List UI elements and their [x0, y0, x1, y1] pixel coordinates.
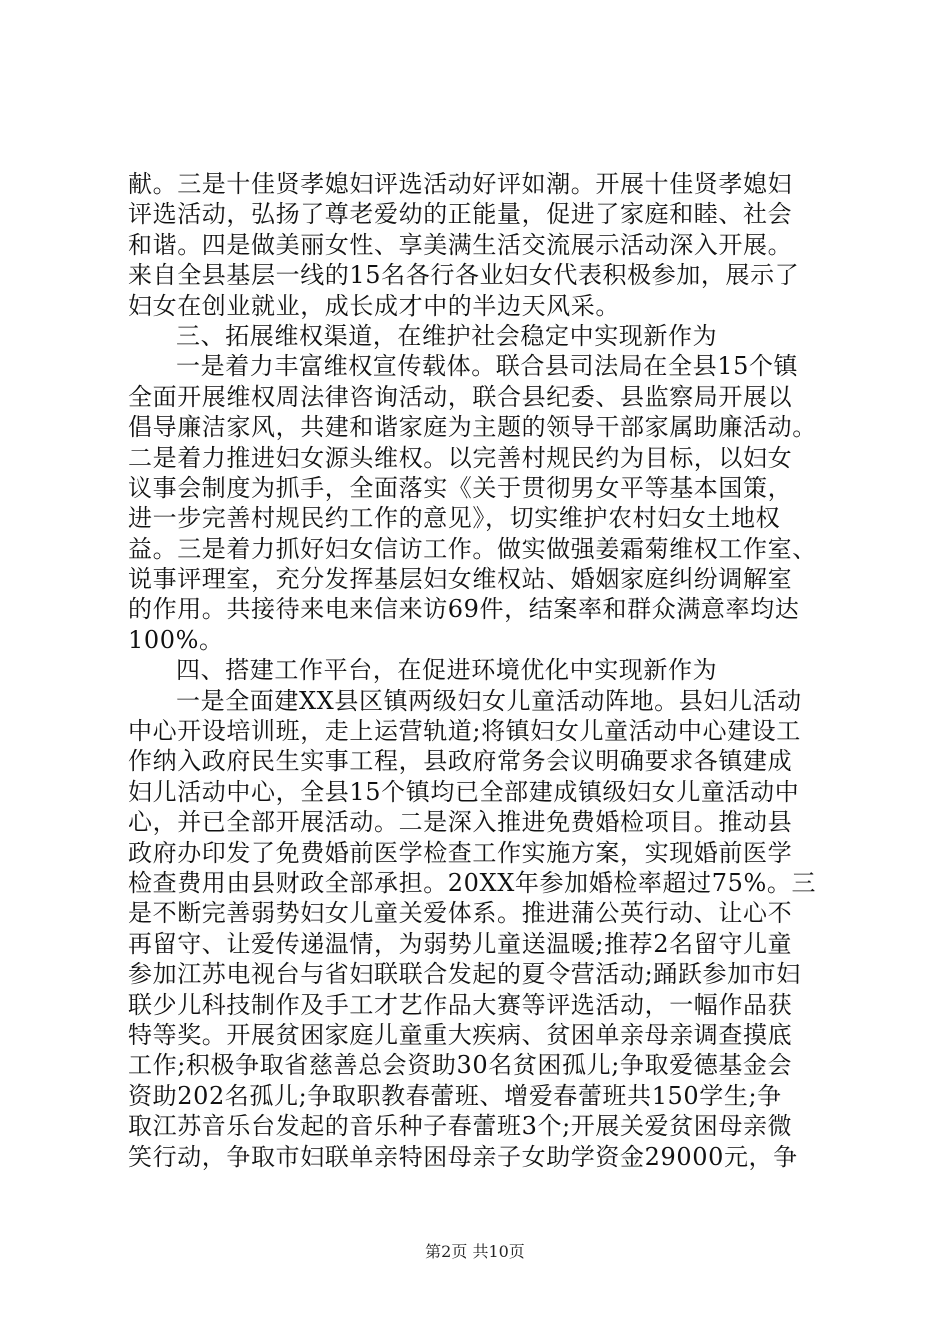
body-line: 工作;积极争取省慈善总会资助30名贫困孤儿;争取爱德基金会: [128, 1051, 793, 1080]
body-line: 是不断完善弱势妇女儿童关爱体系。推进蒲公英行动、让心不: [128, 899, 793, 928]
body-line: 来自全县基层一线的15名各行各业妇女代表积极参加，展示了: [128, 261, 800, 290]
body-line: 评选活动，弘扬了尊老爱幼的正能量，促进了家庭和睦、社会: [128, 200, 793, 229]
document-body: [128, 169, 828, 1172]
body-line: 特等奖。开展贫困家庭儿童重大疾病、贫困单亲母亲调查摸底: [128, 1020, 793, 1049]
section-heading: 四、搭建工作平台，在促进环境优化中实现新作为: [176, 656, 718, 685]
body-line: 作纳入政府民生实事工程，县政府常务会议明确要求各镇建成: [128, 747, 793, 776]
body-line: 妇儿活动中心，全县15个镇均已全部建成镇级妇女儿童活动中: [128, 777, 800, 806]
body-line: 参加江苏电视台与省妇联联合发起的夏令营活动;踊跃参加市妇: [128, 960, 801, 989]
paragraph-start-line: 一是着力丰富维权宣传载体。联合县司法局在全县15个镇: [176, 352, 799, 381]
paragraph-start-line: 一是全面建XX县区镇两级妇女儿童活动阵地。县妇儿活动: [176, 686, 802, 715]
body-line: 100%。: [128, 625, 224, 654]
body-line: 二是着力推进妇女源头维权。以完善村规民约为目标，以妇女: [128, 443, 793, 472]
body-line: 取江苏音乐台发起的音乐种子春蕾班3个;开展关爱贫困母亲微: [128, 1112, 793, 1141]
body-line: 政府办印发了免费婚前医学检查工作实施方案，实现婚前医学: [128, 838, 793, 867]
body-line: 资助202名孤儿;争取职教春蕾班、增爱春蕾班共150学生;争: [128, 1081, 782, 1110]
body-line: 的作用。共接待来电来信来访69件，结案率和群众满意率均达: [128, 595, 800, 624]
body-line: 联少儿科技制作及手工才艺作品大赛等评选活动，一幅作品获: [128, 990, 793, 1019]
body-line: 心，并已全部开展活动。二是深入推进免费婚检项目。推动县: [128, 808, 793, 837]
body-line: 全面开展维权周法律咨询活动，联合县纪委、县监察局开展以: [128, 382, 793, 411]
body-line: 中心开设培训班，走上运营轨道;将镇妇女儿童活动中心建设工: [128, 717, 801, 746]
body-line: 检查费用由县财政全部承担。20XX年参加婚检率超过75%。三: [128, 868, 817, 897]
body-line: 说事评理室，充分发挥基层妇女维权站、婚姻家庭纠纷调解室: [128, 565, 793, 594]
page-number: 第2页 共10页: [425, 1242, 525, 1261]
body-line: 倡导廉洁家风，共建和谐家庭为主题的领导干部家属助廉活动。: [128, 413, 817, 442]
page-footer: [0, 1242, 950, 1262]
body-line: 和谐。四是做美丽女性、享美满生活交流展示活动深入开展。: [128, 230, 793, 259]
body-line: 献。三是十佳贤孝媳妇评选活动好评如潮。开展十佳贤孝媳妇: [128, 170, 793, 198]
body-line: 妇女在创业就业，成长成才中的半边天风采。: [128, 291, 620, 320]
body-line: 笑行动，争取市妇联单亲特困母亲子女助学资金29000元，争: [128, 1142, 798, 1171]
body-line: 再留守、让爱传递温情，为弱势儿童送温暖;推荐2名留守儿童: [128, 929, 793, 958]
section-heading: 三、拓展维权渠道，在维护社会稳定中实现新作为: [176, 321, 718, 350]
body-line: 议事会制度为抓手，全面落实《关于贯彻男女平等基本国策，: [128, 473, 793, 502]
body-line: 进一步完善村规民约工作的意见》，切实维护农村妇女土地权: [128, 504, 781, 533]
body-line: 益。三是着力抓好妇女信访工作。做实做强姜霜菊维权工作室、: [128, 534, 817, 563]
